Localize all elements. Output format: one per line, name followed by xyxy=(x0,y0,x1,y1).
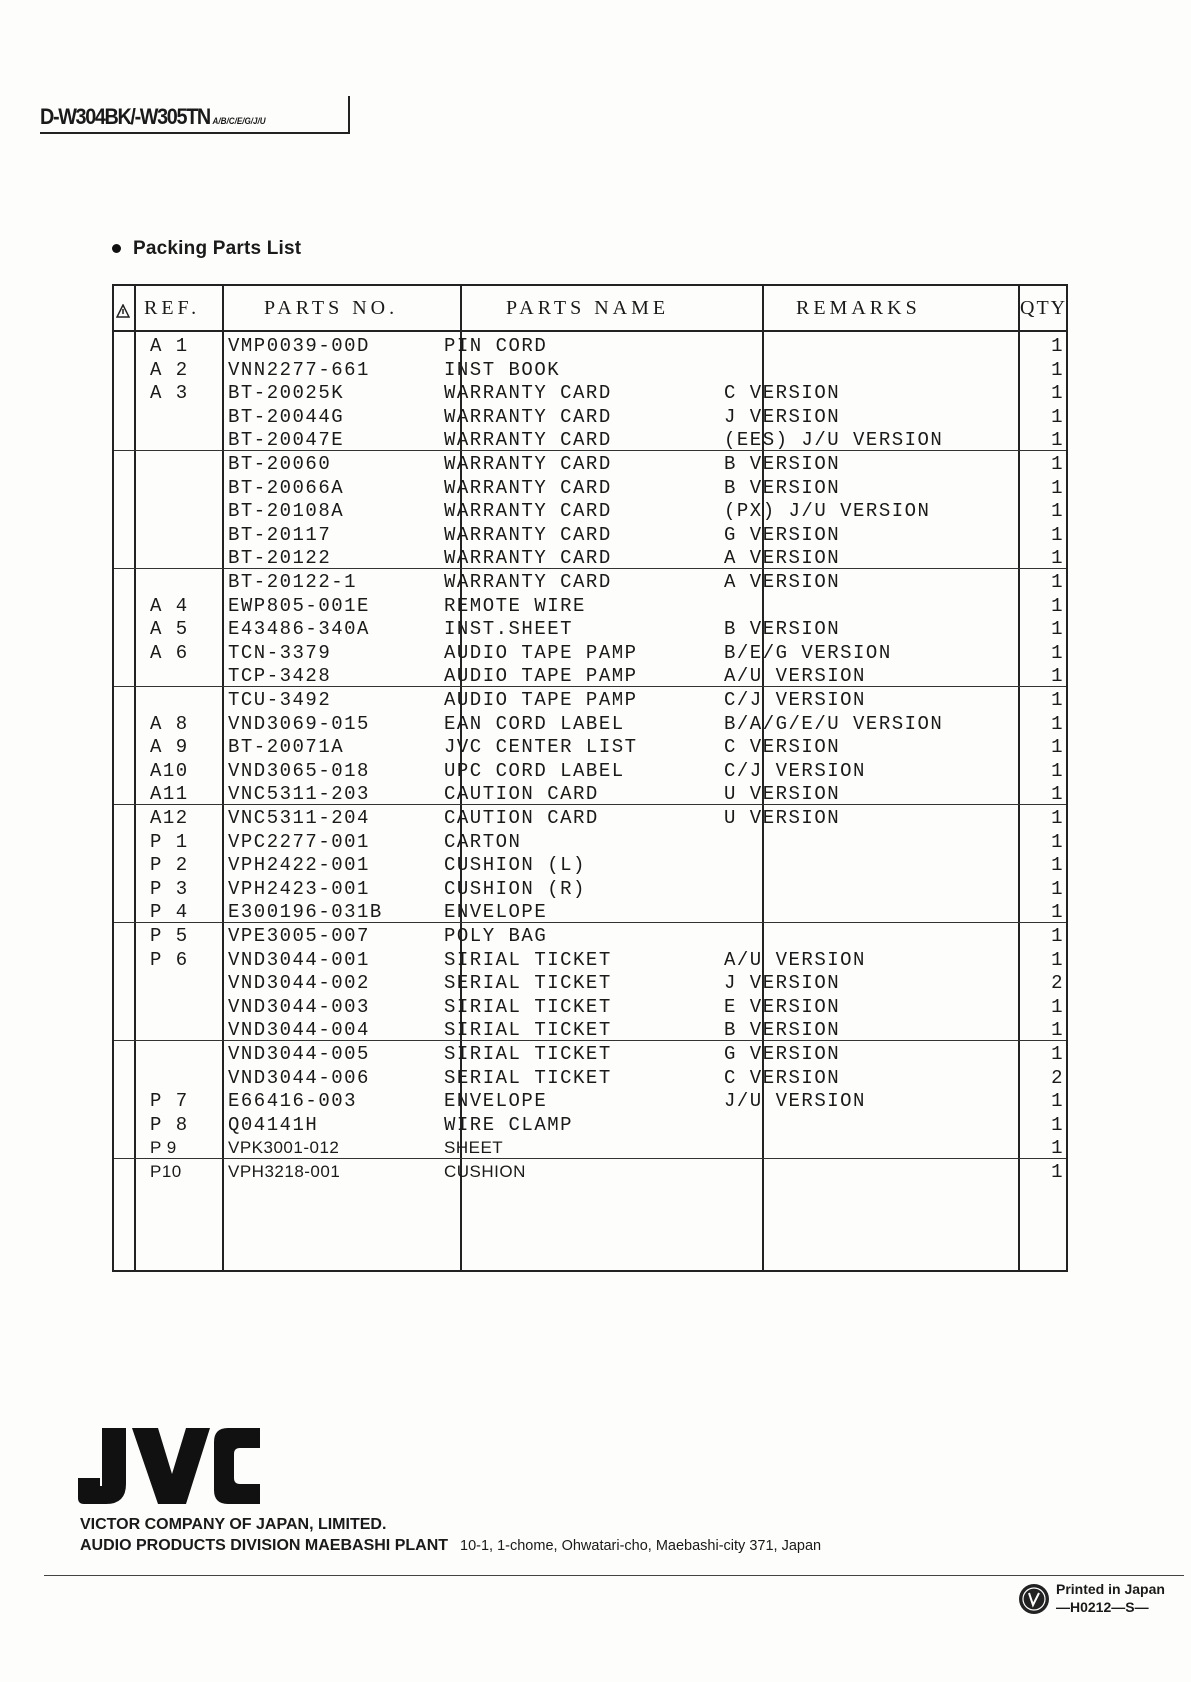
cell-qty: 1 xyxy=(1051,783,1064,806)
cell-parts-no: BT-20060 xyxy=(228,453,332,475)
cell-ref: A 5 xyxy=(150,618,189,641)
model-versions: A/B/C/E/G/J/U xyxy=(212,116,266,126)
cell-qty: 1 xyxy=(1051,901,1064,924)
cell-parts-no: VND3065-018 xyxy=(228,759,370,782)
cell-qty: 1 xyxy=(1051,547,1064,570)
cell-parts-no: BT-20047E xyxy=(228,429,345,452)
cell-parts-no: VNN2277-661 xyxy=(228,358,370,381)
cell-remarks: A VERSION xyxy=(724,547,841,570)
group-divider xyxy=(114,804,1066,805)
cell-name: CAUTION CARD xyxy=(444,807,599,829)
cell-ref: A 1 xyxy=(150,335,189,357)
group-divider xyxy=(114,1040,1066,1041)
header-parts-no: PARTS NO. xyxy=(264,297,399,319)
cell-qty: 1 xyxy=(1051,1043,1064,1065)
cell-ref: A12 xyxy=(150,807,189,829)
cell-parts-no: E43486-340A xyxy=(228,618,370,641)
company-address: 10-1, 1-chome, Ohwatari-cho, Maebashi-city 371, Japan xyxy=(460,1538,822,1554)
group-divider xyxy=(114,450,1066,451)
cell-name: INST.SHEET xyxy=(444,618,574,641)
cell-qty: 1 xyxy=(1051,830,1064,853)
group-divider xyxy=(114,1158,1066,1159)
cell-qty: 1 xyxy=(1051,689,1064,711)
cell-name: SIRIAL TICKET xyxy=(444,1019,612,1042)
cell-name: WIRE CLAMP xyxy=(444,1113,574,1136)
cell-qty: 1 xyxy=(1051,571,1064,593)
cell-parts-no: VND3044-003 xyxy=(228,995,370,1018)
cell-parts-no: BT-20025K xyxy=(228,382,345,405)
bullet-icon xyxy=(112,244,121,253)
cell-parts-no: VND3044-004 xyxy=(228,1019,370,1042)
document-code: —H0212—S— xyxy=(1056,1599,1149,1615)
cell-remarks: B VERSION xyxy=(724,453,841,475)
cell-remarks: B VERSION xyxy=(724,1019,841,1042)
cell-qty: 2 xyxy=(1051,972,1064,995)
cell-remarks: A/U VERSION xyxy=(724,665,866,688)
cell-remarks: B/A/G/E/U VERSION xyxy=(724,712,944,735)
cell-parts-no: E300196-031B xyxy=(228,901,383,924)
model-title xyxy=(40,104,266,130)
cell-name: SIRIAL TICKET xyxy=(444,948,612,971)
jvc-logo xyxy=(78,1428,260,1504)
cell-remarks: U VERSION xyxy=(724,807,841,829)
cell-qty: 1 xyxy=(1051,877,1064,900)
cell-qty: 1 xyxy=(1051,1113,1064,1136)
group-divider xyxy=(114,686,1066,687)
cell-remarks: B VERSION xyxy=(724,618,841,641)
cell-remarks: C/J VERSION xyxy=(724,759,866,782)
cell-name: WARRANTY CARD xyxy=(444,523,612,546)
cell-ref: P 1 xyxy=(150,830,189,853)
cell-remarks: B VERSION xyxy=(724,476,841,499)
cell-parts-no: VPE3005-007 xyxy=(228,925,370,947)
cell-remarks: C/J VERSION xyxy=(724,689,866,711)
company-info xyxy=(80,1514,821,1557)
cell-ref: P10 xyxy=(150,1162,182,1181)
cell-remarks: A/U VERSION xyxy=(724,948,866,971)
header-remarks: REMARKS xyxy=(796,297,921,319)
cell-ref: P 9 xyxy=(150,1138,177,1158)
cell-name: WARRANTY CARD xyxy=(444,547,612,570)
cell-name: CUSHION (L) xyxy=(444,854,586,877)
cell-qty: 1 xyxy=(1051,335,1064,357)
cell-name: INST BOOK xyxy=(444,358,561,381)
cell-name: WARRANTY CARD xyxy=(444,453,612,475)
cell-remarks: (PX) J/U VERSION xyxy=(724,500,931,523)
footer-rule xyxy=(44,1575,1184,1576)
cell-parts-no: VND3044-006 xyxy=(228,1066,370,1089)
cell-name: SIRIAL TICKET xyxy=(444,995,612,1018)
cell-remarks: B/E/G VERSION xyxy=(724,641,892,664)
cell-name: WARRANTY CARD xyxy=(444,382,612,405)
cell-remarks: (EES) J/U VERSION xyxy=(724,429,944,452)
cell-ref: A 8 xyxy=(150,712,189,735)
cell-name: WARRANTY CARD xyxy=(444,571,612,593)
cell-remarks: G VERSION xyxy=(724,1043,841,1065)
cell-name: ENVELOPE xyxy=(444,1090,548,1113)
cell-name: SERIAL TICKET xyxy=(444,1066,612,1089)
cell-qty: 1 xyxy=(1051,453,1064,475)
cell-parts-no: VND3044-005 xyxy=(228,1043,370,1065)
cell-name: REMOTE WIRE xyxy=(444,594,586,617)
header-divider xyxy=(114,330,1066,332)
cell-parts-no: VND3069-015 xyxy=(228,712,370,735)
cell-remarks: J VERSION xyxy=(724,972,841,995)
model-header xyxy=(40,96,350,134)
caution-triangle-icon xyxy=(116,304,130,318)
cell-parts-no: VPK3001-012 xyxy=(228,1138,340,1158)
jvc-seal-icon xyxy=(1018,1583,1050,1615)
cell-qty: 1 xyxy=(1051,1137,1064,1160)
cell-qty: 1 xyxy=(1051,1161,1064,1183)
printed-in-japan: Printed in Japan xyxy=(1056,1581,1165,1597)
cell-qty: 1 xyxy=(1051,1019,1064,1042)
cell-parts-no: VPC2277-001 xyxy=(228,830,370,853)
cell-name: EAN CORD LABEL xyxy=(444,712,625,735)
cell-name: AUDIO TAPE PAMP xyxy=(444,689,638,711)
group-divider xyxy=(114,922,1066,923)
cell-ref: A 4 xyxy=(150,594,189,617)
cell-qty: 1 xyxy=(1051,429,1064,452)
cell-remarks: U VERSION xyxy=(724,783,841,806)
header-qty: QTY xyxy=(1020,297,1068,319)
cell-remarks: E VERSION xyxy=(724,995,841,1018)
cell-qty: 1 xyxy=(1051,712,1064,735)
cell-name: CUSHION (R) xyxy=(444,877,586,900)
cell-name: CUSHION xyxy=(444,1162,526,1181)
cell-name: SHEET xyxy=(444,1138,504,1158)
cell-parts-no: VNC5311-203 xyxy=(228,783,370,806)
cell-name: ENVELOPE xyxy=(444,901,548,924)
cell-qty: 1 xyxy=(1051,736,1064,759)
cell-name: AUDIO TAPE PAMP xyxy=(444,641,638,664)
cell-qty: 1 xyxy=(1051,854,1064,877)
cell-name: POLY BAG xyxy=(444,925,548,947)
cell-qty: 1 xyxy=(1051,594,1064,617)
cell-name: SIRIAL TICKET xyxy=(444,1043,612,1065)
cell-remarks: J/U VERSION xyxy=(724,1090,866,1113)
section-title xyxy=(112,238,301,260)
cell-name: WARRANTY CARD xyxy=(444,429,612,452)
cell-qty: 1 xyxy=(1051,1090,1064,1113)
cell-qty: 1 xyxy=(1051,476,1064,499)
cell-parts-no: VNC5311-204 xyxy=(228,807,370,829)
division-name: AUDIO PRODUCTS DIVISION MAEBASHI PLANT xyxy=(80,1537,449,1554)
cell-parts-no: BT-20117 xyxy=(228,523,332,546)
print-info xyxy=(1056,1580,1165,1616)
cell-qty: 2 xyxy=(1051,1066,1064,1089)
cell-ref: P 8 xyxy=(150,1113,189,1136)
cell-remarks: C VERSION xyxy=(724,1066,841,1089)
cell-name: CAUTION CARD xyxy=(444,783,599,806)
cell-ref: P 3 xyxy=(150,877,189,900)
cell-qty: 1 xyxy=(1051,925,1064,947)
packing-parts-table xyxy=(112,284,1068,1272)
model-number: D-W304BK/-W305TN xyxy=(40,104,210,129)
cell-remarks: J VERSION xyxy=(724,405,841,428)
cell-name: CARTON xyxy=(444,830,522,853)
cell-qty: 1 xyxy=(1051,523,1064,546)
cell-remarks: C VERSION xyxy=(724,736,841,759)
cell-remarks: C VERSION xyxy=(724,382,841,405)
cell-ref: A10 xyxy=(150,759,189,782)
cell-parts-no: BT-20122-1 xyxy=(228,571,358,593)
cell-parts-no: VPH2423-001 xyxy=(228,877,370,900)
cell-parts-no: TCU-3492 xyxy=(228,689,332,711)
cell-qty: 1 xyxy=(1051,948,1064,971)
cell-ref: A11 xyxy=(150,783,189,806)
cell-name: SERIAL TICKET xyxy=(444,972,612,995)
cell-parts-no: TCP-3428 xyxy=(228,665,332,688)
cell-remarks: A VERSION xyxy=(724,571,841,593)
cell-remarks: G VERSION xyxy=(724,523,841,546)
cell-qty: 1 xyxy=(1051,358,1064,381)
cell-qty: 1 xyxy=(1051,995,1064,1018)
cell-parts-no: EWP805-001E xyxy=(228,594,370,617)
cell-parts-no: BT-20122 xyxy=(228,547,332,570)
cell-name: AUDIO TAPE PAMP xyxy=(444,665,638,688)
cell-ref: P 2 xyxy=(150,854,189,877)
header-ref: REF. xyxy=(144,297,201,319)
header-parts-name: PARTS NAME xyxy=(506,297,670,319)
cell-ref: P 7 xyxy=(150,1090,189,1113)
section-title-text: Packing Parts List xyxy=(133,238,302,259)
cell-name: WARRANTY CARD xyxy=(444,405,612,428)
cell-ref: A 9 xyxy=(150,736,189,759)
cell-name: WARRANTY CARD xyxy=(444,500,612,523)
cell-ref: A 6 xyxy=(150,641,189,664)
cell-qty: 1 xyxy=(1051,500,1064,523)
cell-parts-no: VPH3218-001 xyxy=(228,1162,341,1181)
cell-qty: 1 xyxy=(1051,618,1064,641)
cell-parts-no: BT-20066A xyxy=(228,476,345,499)
cell-name: PIN CORD xyxy=(444,335,548,357)
group-divider xyxy=(114,568,1066,569)
cell-ref: P 5 xyxy=(150,925,189,947)
cell-qty: 1 xyxy=(1051,405,1064,428)
cell-parts-no: VND3044-001 xyxy=(228,948,370,971)
cell-parts-no: BT-20071A xyxy=(228,736,345,759)
division-line xyxy=(80,1535,821,1557)
cell-parts-no: E66416-003 xyxy=(228,1090,358,1113)
cell-parts-no: VND3044-002 xyxy=(228,972,370,995)
cell-ref: A 2 xyxy=(150,358,189,381)
cell-parts-no: VPH2422-001 xyxy=(228,854,370,877)
cell-parts-no: VMP0039-00D xyxy=(228,335,370,357)
company-name: VICTOR COMPANY OF JAPAN, LIMITED. xyxy=(80,1516,387,1533)
cell-ref: A 3 xyxy=(150,382,189,405)
cell-parts-no: Q04141H xyxy=(228,1113,319,1136)
cell-qty: 1 xyxy=(1051,641,1064,664)
cell-parts-no: BT-20108A xyxy=(228,500,345,523)
cell-parts-no: BT-20044G xyxy=(228,405,345,428)
cell-qty: 1 xyxy=(1051,759,1064,782)
cell-ref: P 6 xyxy=(150,948,189,971)
cell-name: WARRANTY CARD xyxy=(444,476,612,499)
cell-parts-no: TCN-3379 xyxy=(228,641,332,664)
cell-qty: 1 xyxy=(1051,807,1064,829)
cell-qty: 1 xyxy=(1051,665,1064,688)
cell-name: JVC CENTER LIST xyxy=(444,736,638,759)
cell-qty: 1 xyxy=(1051,382,1064,405)
cell-name: UPC CORD LABEL xyxy=(444,759,625,782)
cell-ref: P 4 xyxy=(150,901,189,924)
